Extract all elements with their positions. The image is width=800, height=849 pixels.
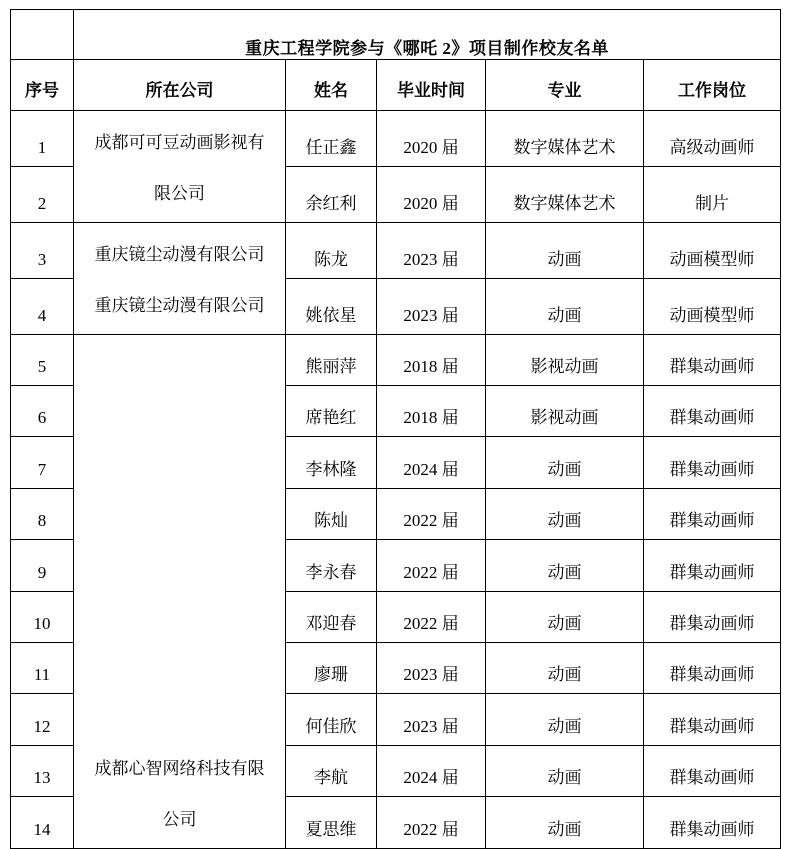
column-header-company: 所在公司 — [74, 60, 286, 111]
name-cell: 陈灿 — [286, 488, 377, 539]
name-cell: 熊丽萍 — [286, 334, 377, 385]
serial-cell: 8 — [11, 488, 74, 539]
name-cell: 陈龙 — [286, 222, 377, 278]
name-cell: 李永春 — [286, 540, 377, 591]
major-cell: 动画 — [486, 642, 644, 693]
serial-cell: 10 — [11, 591, 74, 642]
graduation-cell: 2020 届 — [377, 111, 486, 167]
job-cell: 群集动画师 — [644, 437, 781, 488]
header-row — [11, 60, 781, 111]
column-header-graduation: 毕业时间 — [377, 60, 486, 111]
graduation-cell: 2024 届 — [377, 745, 486, 796]
job-cell: 群集动画师 — [644, 386, 781, 437]
company-line: 成都心智网络科技有限 — [94, 758, 265, 778]
title-row — [11, 10, 781, 60]
column-header-job: 工作岗位 — [644, 60, 781, 111]
name-cell: 任正鑫 — [286, 111, 377, 167]
graduation-cell: 2023 届 — [377, 222, 486, 278]
job-cell: 群集动画师 — [644, 642, 781, 693]
serial-cell: 5 — [11, 334, 74, 385]
company-line: 公司 — [162, 810, 197, 830]
graduation-cell: 2018 届 — [377, 334, 486, 385]
company-cell — [74, 222, 286, 334]
graduation-cell: 2020 届 — [377, 166, 486, 222]
job-cell: 动画模型师 — [644, 278, 781, 334]
serial-cell: 2 — [11, 166, 74, 222]
major-cell: 动画 — [486, 278, 644, 334]
major-cell: 影视动画 — [486, 386, 644, 437]
job-cell: 群集动画师 — [644, 488, 781, 539]
company-cell — [74, 111, 286, 223]
serial-cell: 4 — [11, 278, 74, 334]
company-name — [74, 117, 285, 220]
table-row — [11, 222, 781, 278]
company-line: 重庆镜尘动漫有限公司 — [94, 244, 265, 264]
serial-cell: 14 — [11, 797, 74, 848]
company-line: 成都可可豆动画影视有 — [94, 133, 265, 152]
serial-cell: 11 — [11, 642, 74, 693]
alumni-table — [10, 9, 781, 849]
column-header-name: 姓名 — [286, 60, 377, 111]
company-name — [74, 229, 285, 332]
column-header-serial: 序号 — [11, 60, 74, 111]
major-cell: 动画 — [486, 437, 644, 488]
job-cell: 制片 — [644, 166, 781, 222]
table-title: 重庆工程学院参与《哪吒 2》项目制作校友名单 — [74, 10, 781, 60]
alumni-table-container — [10, 9, 781, 849]
table-row — [11, 334, 781, 385]
major-cell: 动画 — [486, 694, 644, 745]
job-cell: 群集动画师 — [644, 591, 781, 642]
corner-empty-cell — [11, 10, 74, 60]
serial-cell: 7 — [11, 437, 74, 488]
job-cell: 群集动画师 — [644, 797, 781, 848]
company-line: 限公司 — [154, 184, 205, 204]
graduation-cell: 2023 届 — [377, 278, 486, 334]
name-cell: 姚依星 — [286, 278, 377, 334]
job-cell: 动画模型师 — [644, 222, 781, 278]
major-cell: 数字媒体艺术 — [486, 166, 644, 222]
graduation-cell: 2022 届 — [377, 591, 486, 642]
name-cell: 李林隆 — [286, 437, 377, 488]
name-cell: 邓迎春 — [286, 591, 377, 642]
name-cell: 席艳红 — [286, 386, 377, 437]
major-cell: 影视动画 — [486, 334, 644, 385]
job-cell: 群集动画师 — [644, 694, 781, 745]
company-cell — [74, 334, 286, 848]
job-cell: 群集动画师 — [644, 334, 781, 385]
graduation-cell: 2022 届 — [377, 488, 486, 539]
job-cell: 群集动画师 — [644, 540, 781, 591]
company-name — [74, 743, 285, 846]
table-row — [11, 111, 781, 167]
serial-cell: 1 — [11, 111, 74, 167]
graduation-cell: 2018 届 — [377, 386, 486, 437]
name-cell: 余红利 — [286, 166, 377, 222]
major-cell: 动画 — [486, 222, 644, 278]
name-cell: 何佳欣 — [286, 694, 377, 745]
graduation-cell: 2022 届 — [377, 540, 486, 591]
major-cell: 动画 — [486, 488, 644, 539]
graduation-cell: 2024 届 — [377, 437, 486, 488]
graduation-cell: 2023 届 — [377, 694, 486, 745]
graduation-cell: 2023 届 — [377, 642, 486, 693]
company-line: 重庆镜尘动漫有限公司 — [94, 296, 265, 316]
major-cell: 动画 — [486, 797, 644, 848]
job-cell: 群集动画师 — [644, 745, 781, 796]
job-cell: 高级动画师 — [644, 111, 781, 167]
name-cell: 廖珊 — [286, 642, 377, 693]
serial-cell: 12 — [11, 694, 74, 745]
serial-cell: 9 — [11, 540, 74, 591]
major-cell: 数字媒体艺术 — [486, 111, 644, 167]
major-cell: 动画 — [486, 745, 644, 796]
name-cell: 夏思维 — [286, 797, 377, 848]
name-cell: 李航 — [286, 745, 377, 796]
serial-cell: 3 — [11, 222, 74, 278]
column-header-major: 专业 — [486, 60, 644, 111]
serial-cell: 6 — [11, 386, 74, 437]
graduation-cell: 2022 届 — [377, 797, 486, 848]
major-cell: 动画 — [486, 591, 644, 642]
major-cell: 动画 — [486, 540, 644, 591]
serial-cell: 13 — [11, 745, 74, 796]
